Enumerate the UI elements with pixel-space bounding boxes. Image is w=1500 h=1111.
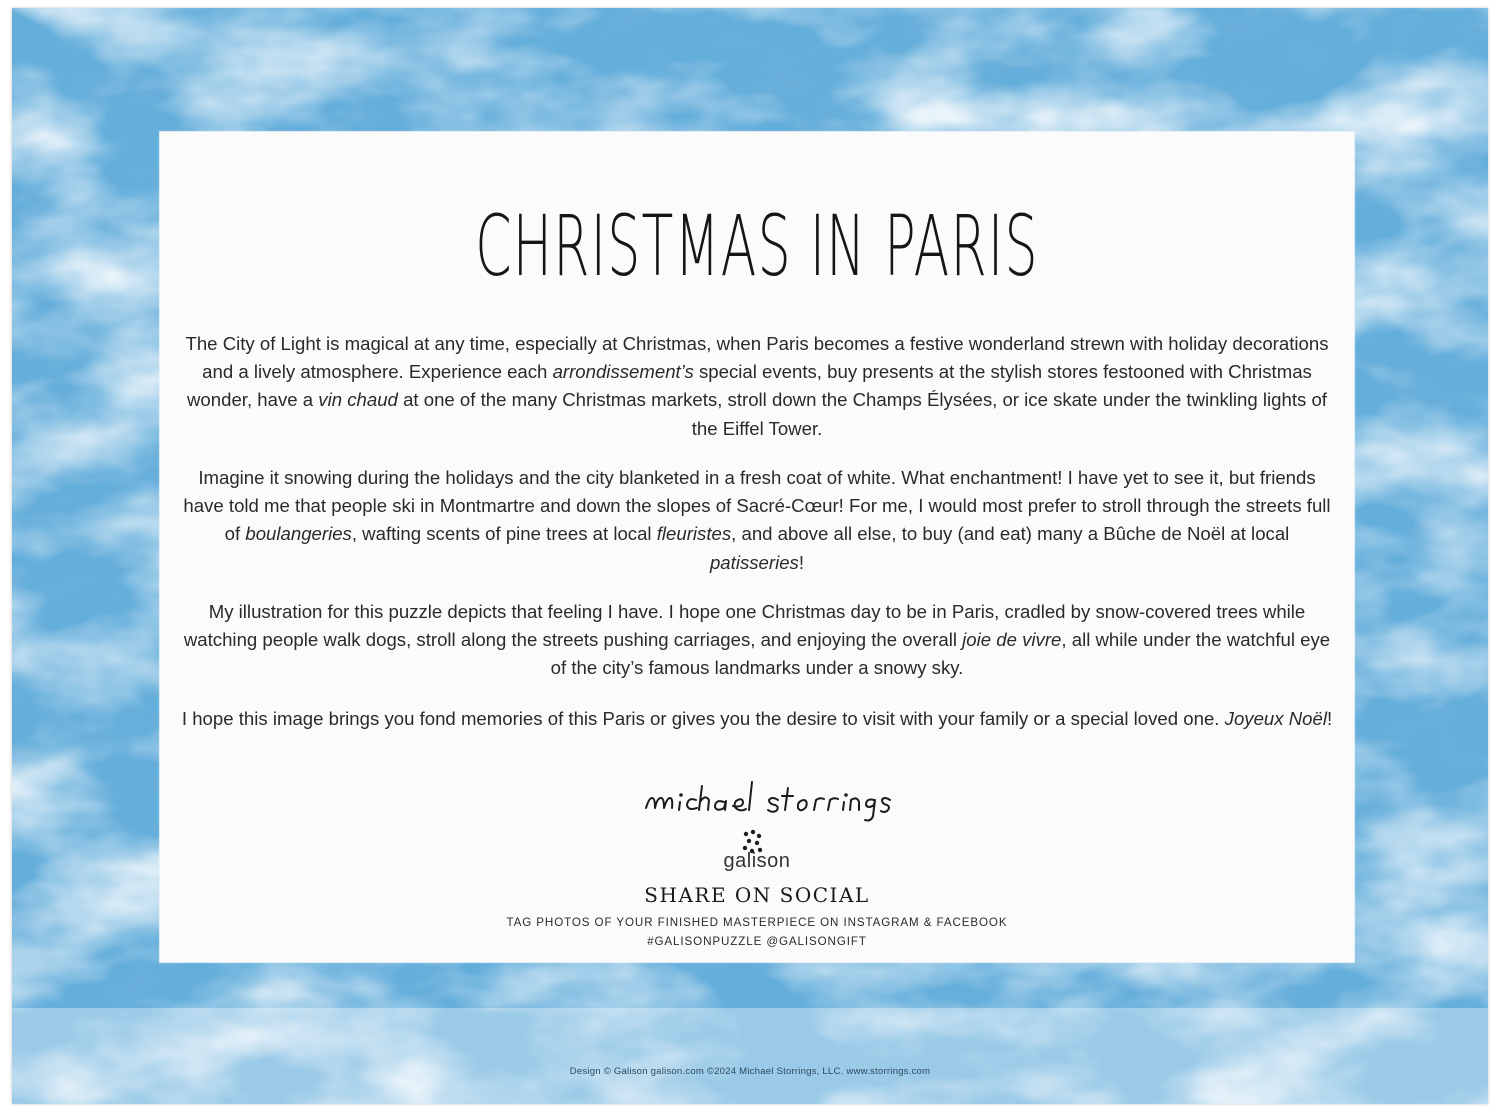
share-heading: SHARE ON SOCIAL — [644, 883, 870, 907]
paragraph-illustration: My illustration for this puzzle depicts that feeling I have. I hope one Christmas day to be in Paris, cradled by snow-covered trees while watching people walk dogs, stroll along the streets pushing carriages, and enjoying the overall joie de vivre, all while under the watchful eye of the city’s famous landmarks under a snowy sky. — [183, 601, 1331, 679]
paragraph-intro: The City of Light is magical at any time, especially at Christmas, when Paris becomes a festive wonderland strewn with holiday decorations and a lively atmosphere. Experience each arrondissement’s special events, buy presents at the stylish stores festooned with Christmas wonder, have a vin chaud at one of the many Christmas markets, stroll down the Champs Élysées, or ice skate under the twinkling lights of the Eiffel Tower. — [185, 333, 1329, 439]
copyright-footer: Design © Galison galison.com ©2024 Michael Storrings, LLC. www.storrings.com — [569, 1066, 931, 1077]
text-panel — [160, 132, 1354, 962]
paragraph-closing: I hope this image brings you fond memories of this Paris or gives you the desire to visit with your family or a special loved one. Joyeux Noël! — [181, 708, 1333, 729]
share-hashtags: #GALISONPUZZLE @GALISONGIFT — [647, 935, 867, 948]
puzzle-insert-card — [12, 8, 1488, 1104]
paragraph-snow: Imagine it snowing during the holidays and the city blanketed in a fresh coat of white. What enchantment! I have yet to see it, but friends have told me that people ski in Montmartre and down the slopes of Sacré-Cœur! For me, I would most prefer to stroll through the streets full of boulangeries, wafting scents of pine trees at local fleuristes, and above all else, to buy (and eat) many a Bûche de Noël at local patisseries! — [183, 467, 1331, 573]
share-instructions: TAG PHOTOS OF YOUR FINISHED MASTERPIECE ON INSTAGRAM & FACEBOOK — [506, 916, 1008, 929]
page-title: CHRISTMAS IN PARIS — [475, 197, 1039, 295]
brand-logotype: galison — [723, 850, 791, 872]
artist-signature — [628, 764, 898, 826]
